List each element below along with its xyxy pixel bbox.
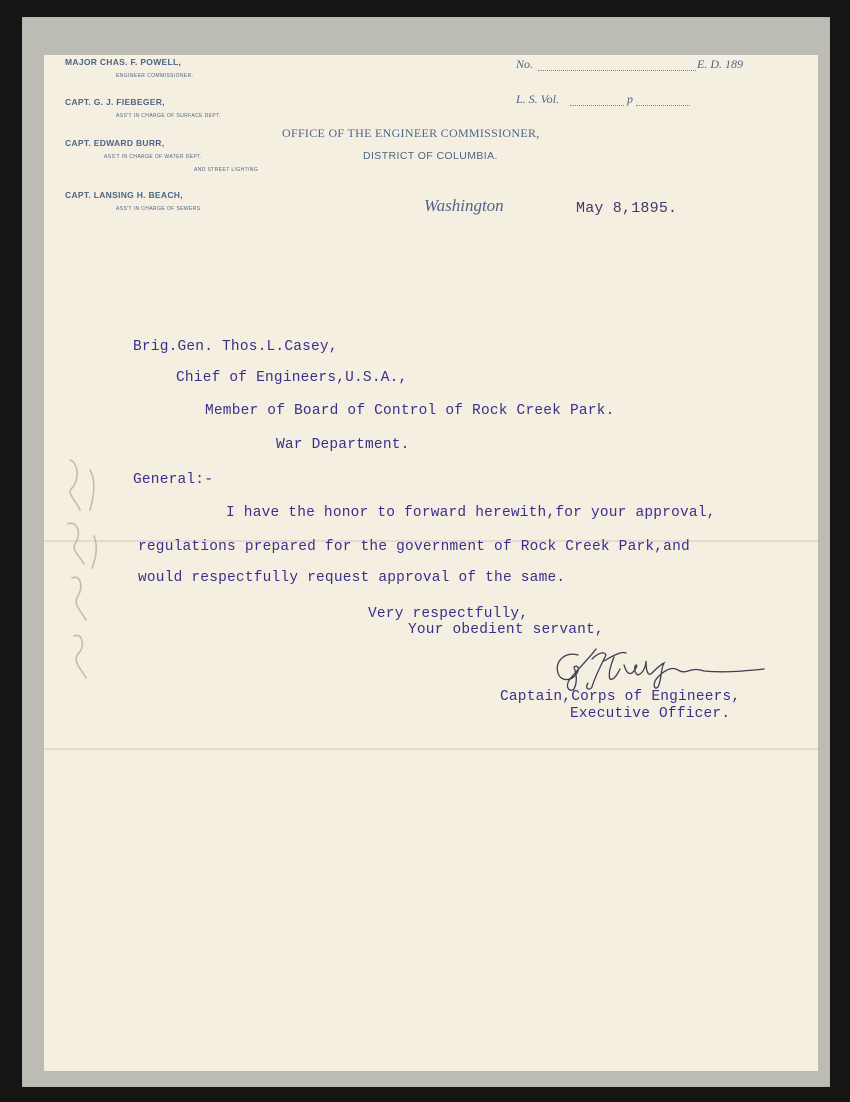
officer-name: CAPT. EDWARD BURR, (65, 138, 165, 148)
signer-title: Executive Officer. (570, 706, 731, 722)
recipient-line: War Department. (276, 437, 410, 453)
recipient-line: Member of Board of Control of Rock Creek Park. (205, 403, 615, 419)
file-number-label: No. (516, 57, 534, 71)
recipient-line: Brig.Gen. Thos.L.Casey, (133, 339, 338, 355)
handwritten-signature (548, 643, 778, 693)
page-line (636, 105, 690, 106)
file-code: E. D. 189 (697, 57, 743, 71)
officer-title: ASS'T IN CHARGE OF SEWERS (116, 206, 201, 212)
body-line: I have the honor to forward herewith,for your approval, (226, 505, 716, 521)
officer-name: MAJOR CHAS. F. POWELL, (65, 57, 182, 67)
office-subtitle: DISTRICT OF COLUMBIA. (363, 150, 498, 162)
page-mark: p (627, 92, 633, 106)
officer-title: ASS'T IN CHARGE OF SURFACE DEPT. (116, 113, 221, 119)
place-name: Washington (424, 196, 504, 215)
office-title: OFFICE OF THE ENGINEER COMMISSIONER, (282, 126, 540, 140)
officer-title: AND STREET LIGHTING (194, 167, 259, 173)
officer-title: ASS'T IN CHARGE OF WATER DEPT. (104, 154, 202, 160)
recipient-line: Chief of Engineers,U.S.A., (176, 370, 408, 386)
letter-date: May 8,1895. (576, 200, 678, 217)
ls-vol-line (570, 105, 624, 106)
pencil-docket-marks (50, 440, 110, 700)
officer-name: CAPT. G. J. FIEBEGER, (65, 97, 165, 107)
fold-line (44, 748, 818, 750)
closing-line: Very respectfully, (368, 606, 529, 622)
officer-name: CAPT. LANSING H. BEACH, (65, 190, 183, 200)
ls-vol-label: L. S. Vol. (516, 92, 560, 106)
body-line: would respectfully request approval of the same. (138, 570, 566, 586)
salutation: General:- (133, 472, 214, 488)
signer-title: Captain,Corps of Engineers, (500, 689, 741, 705)
file-number-line (538, 70, 696, 71)
closing-line: Your obedient servant, (408, 622, 604, 638)
body-line: regulations prepared for the government of Rock Creek Park,and (138, 539, 690, 555)
officer-title: ENGINEER COMMISSIONER. (116, 73, 194, 79)
